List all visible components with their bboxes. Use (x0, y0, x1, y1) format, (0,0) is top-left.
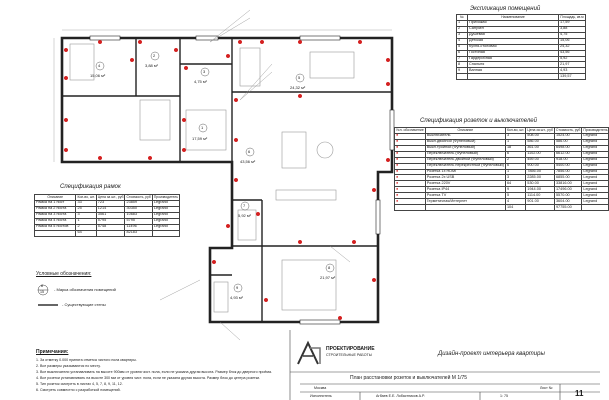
rooms-table-cell: 3,88 (559, 26, 586, 32)
outlets-table-cell: 17496.00 (554, 187, 581, 193)
room-num-2: 2 (153, 53, 156, 58)
outlet-symbol-icon: ● (395, 133, 426, 139)
note-4: 4. Все розетки устанавливать на высоте 300 мм от уровня чист. пола, если не указана другая высота. Размер блок до центра розетки. (36, 376, 261, 380)
outlets-table-cell: 2 (505, 157, 525, 163)
outlets-table-cell: 1 (505, 139, 525, 145)
rooms-table (456, 14, 586, 80)
title-block-frame (290, 330, 600, 400)
rooms-table-cell: 24,32 (559, 44, 586, 50)
outlets-table-cell: 530.00 (526, 181, 555, 187)
furniture (70, 44, 354, 312)
outlets-table-cell: 18 (505, 145, 525, 151)
outlets-table-cell: 1102.00 (526, 151, 555, 157)
outlets-table-cell: 5400.00 (554, 163, 581, 169)
frames-table-cell: Legrand (152, 200, 179, 206)
outlet-symbol-icon: ● (395, 169, 426, 175)
rooms-table-title: Экспликация помещений (470, 6, 541, 12)
legend-wall-label: - Существующие стены (62, 302, 106, 307)
outlets-table (394, 127, 609, 211)
rooms-table-cell: Санузел (468, 26, 559, 32)
outlets-col-cost: Стоимость, руб (555, 127, 581, 132)
frames-table-cell: 2 (76, 224, 96, 230)
outlets-col-price: Цена за шт., руб (527, 127, 553, 132)
outlet-symbol-icon: ● (395, 199, 426, 205)
inner-walls (62, 38, 392, 322)
outlets-table-cell: Розетка TV (425, 193, 505, 199)
outlets-table-cell: 2285.00 (526, 175, 555, 181)
room-area-7: 5,92 м² (238, 213, 251, 218)
outlets-table-cell: Розетка IP44 (425, 187, 505, 193)
rooms-table-cell: 5 (457, 44, 468, 50)
frames-table-cell: Legrand (152, 218, 179, 224)
rooms-table-cell: 9 (457, 68, 468, 74)
frames-table-cell: Рамка на 3 поста (35, 212, 76, 218)
outlet-markers (64, 40, 390, 320)
frames-table-cell: Legrand (152, 212, 179, 218)
company-logo (296, 340, 322, 366)
room-num-6: 6 (248, 149, 251, 154)
outlets-table-cell: Legrand (582, 193, 609, 199)
frames-col-desc: Описание (35, 195, 76, 201)
frames-table-cell: Рамка на 2 поста (35, 206, 76, 212)
frames-table-cell: 3561 (96, 212, 125, 218)
executor-names: Агбаев Е.Е. Лобастников А.Р. (376, 394, 425, 398)
outlets-table-cell: Переключатель двойной (Фунеловый) (425, 157, 505, 163)
room-area-6: 43,56 м² (240, 159, 256, 164)
outlets-table-cell: 6 (505, 151, 525, 157)
outer-wall (62, 38, 392, 322)
outlets-table-cell: 361.00 (526, 145, 555, 151)
outlets-table-cell: Выкл.двойной (Фунеловый) (425, 139, 505, 145)
sheet-label: Лист № (540, 386, 553, 390)
frames-table-cell: 11496 (125, 224, 152, 230)
outlets-table-cell: 586.00 (526, 139, 555, 145)
rooms-table-cell: Душевая (468, 32, 559, 38)
legend-room-mark-label: - Марка обозначения помещений (54, 287, 116, 292)
frames-table-cell: Рамка на 5 постов (35, 224, 76, 230)
rooms-table-cell: 3 (457, 32, 468, 38)
frames-table (34, 194, 180, 237)
outlets-table-cell: 5 (505, 193, 525, 199)
frames-total-sum: 82183 (125, 230, 152, 236)
outlets-table-title: Спецификация розеток и выключателей (420, 118, 537, 124)
sheet-number: 11 (575, 389, 584, 398)
frames-col-price: Цена за шт., руб (97, 194, 124, 199)
frames-table-cell: 33 (76, 200, 96, 206)
room-area-5: 24,32 м² (290, 85, 306, 90)
outlets-total-row (395, 205, 609, 211)
rooms-table-cell: Прихожая (468, 20, 559, 26)
rooms-table-cell: 6 (457, 50, 468, 56)
outlet-symbol-icon: ● (395, 151, 426, 157)
outlets-table-cell: Переключатель перекрестный (Фунеловый) (426, 163, 504, 168)
outlets-table-cell: 3 (505, 133, 525, 139)
outlets-table-cell: 1114.00 (526, 193, 555, 199)
outlet-symbol-icon: ● (395, 163, 426, 169)
frames-table-cell: Legrand (152, 206, 179, 212)
outlets-table-cell: 5570.00 (554, 193, 581, 199)
outlet-symbol-icon: ● (395, 145, 426, 151)
note-3: 3. Все выключатели устанавливать на высоте 900мм от уровня чист. пола, если не указана другая высота. Размер блок до дверного проёма. (36, 370, 272, 374)
outlets-table-cell: 3 (505, 175, 525, 181)
legend-title: Условные обозначения: (36, 271, 92, 277)
outlets-table-cell: 586.00 (554, 139, 581, 145)
outlets-table-cell: 1 (505, 169, 525, 175)
room-area-3: 4,75 м² (194, 79, 207, 84)
outlets-table-cell: Legrand (582, 133, 609, 139)
outlets-table-cell: Legrand (582, 157, 609, 163)
rooms-table-cell: 15,06 (559, 38, 586, 44)
outlets-table-cell: Розетка 2х USB (425, 175, 505, 181)
outlets-table-cell: 7856.00 (526, 169, 555, 175)
outlets-table-cell: 1524.00 (554, 133, 581, 139)
outlets-table-cell: 900.00 (526, 163, 555, 169)
outlets-table-cell: 508.00 (526, 133, 555, 139)
rooms-table-cell: 4 (457, 38, 468, 44)
outlet-symbol-icon: ● (395, 157, 426, 163)
frames-col-maker: Производитель (153, 194, 178, 199)
frames-total-qty: 64 (76, 230, 96, 236)
outlets-table-cell: 6855.00 (554, 175, 581, 181)
frames-col-cost: Стоимость, руб (126, 194, 151, 199)
frames-table-cell: 10683 (125, 212, 152, 218)
outlets-table-cell: 901.00 (526, 199, 555, 205)
frames-table-cell: Legrand (152, 224, 179, 230)
rooms-table-cell: Кухня-столовая (468, 44, 559, 50)
frames-table-cell: 5795 (96, 218, 125, 224)
room-area-9: 4,93 м² (230, 295, 243, 300)
outlets-table-cell: Герметичная/Интернет (425, 199, 505, 205)
rooms-table-cell: 2 (457, 26, 468, 32)
rooms-table-cell: 43,56 (559, 50, 586, 56)
outlets-table-cell: Переключатель (Фунеловый) (425, 151, 505, 157)
outlets-table-cell: Legrand (582, 151, 609, 157)
outlets-table-cell: Legrand (582, 163, 609, 169)
rooms-table-cell: Гардеробная (468, 56, 559, 62)
rooms-col-num: № (457, 15, 468, 21)
outlets-table-cell: 1944.00 (526, 187, 555, 193)
rooms-table-cell: Гостиная (468, 50, 559, 56)
sheet-name: План расстановки розеток и выключателей М 1/75 (350, 375, 468, 381)
legend-room-mark-bottom: 15 (40, 290, 44, 294)
outlet-symbol-icon: ● (395, 175, 426, 181)
frames-table-cell: 5748 (96, 224, 125, 230)
outlets-table-cell: 4 (505, 199, 525, 205)
frames-total-row (35, 230, 180, 236)
notes-title: Примечания: (36, 349, 69, 355)
outlets-col-desc: Описание (425, 128, 505, 134)
company-name: ПРОЕКТИРОВАНИЕ (326, 346, 375, 352)
walls (62, 38, 392, 322)
rooms-table-cell: 4,75 (559, 32, 586, 38)
outlet-symbol-icon: ● (395, 181, 426, 187)
room-num-1: 1 (201, 125, 204, 130)
rooms-col-area: Площадь, кв.м (560, 14, 584, 19)
rooms-table-cell: 4,93 (559, 68, 586, 74)
outlets-table-cell: 918.00 (554, 157, 581, 163)
frames-table-cell: Рамка на 1 пост (35, 200, 76, 206)
note-5: 5. Тип розеток смотреть в листах 4, 5, 7, 8, 9, 11, 12. (36, 382, 123, 386)
frames-table-cell: 723 (96, 200, 125, 206)
rooms-table-cell: Ванная (468, 68, 559, 74)
outlets-table-cell: Розетка 1х HDMI (425, 169, 505, 175)
outlets-table-cell: Legrand (582, 175, 609, 181)
outlets-table-cell: 33816.00 (554, 181, 581, 187)
room-num-5: 5 (298, 75, 301, 80)
outlet-symbol-icon: ● (395, 193, 426, 199)
note-2: 2. Все размеры указываются по месту. (36, 364, 101, 368)
frames-table-cell: Рамка на 4 поста (35, 218, 76, 224)
room-num-7: 7 (243, 203, 246, 208)
frames-table-cell: 1214 (96, 206, 125, 212)
rooms-table-cell: Детская (468, 38, 559, 44)
frames-table-cell: 23859 (125, 200, 152, 206)
outlets-table-cell: Legrand (582, 145, 609, 151)
rooms-col-name: Наименование (468, 15, 559, 21)
frames-table-cell: 30350 (125, 206, 152, 212)
outlets-table-cell: Выключатель (425, 133, 505, 139)
rooms-table-cell: 7 (457, 56, 468, 62)
rooms-total-row (457, 74, 586, 80)
rooms-table-cell: 8 (457, 62, 468, 68)
outlets-col-symbol: Усл. обозначение (396, 127, 424, 132)
outlets-table-cell: Legrand (582, 187, 609, 193)
outlets-table-cell: Legrand (582, 199, 609, 205)
outlets-col-maker: Производитель (583, 127, 608, 132)
outlets-table-cell: 64 (505, 181, 525, 187)
frames-table-cell: 1 (76, 218, 96, 224)
rooms-table-cell: 1 (457, 20, 468, 26)
executor-label: Исполнитель (310, 394, 332, 398)
outlets-table-cell: 459.00 (526, 157, 555, 163)
outlets-table-cell: 3604.00 (554, 199, 581, 205)
room-num-4: 4 (98, 63, 101, 68)
scale: 1: 75 (500, 394, 508, 398)
outlets-total-qty: 104 (505, 205, 525, 211)
logo-icon (296, 340, 322, 366)
note-1: 1. За отметку 0.000 принята отметка чистого пола квартиры. (36, 358, 137, 362)
outlets-table-cell: 7856.00 (554, 169, 581, 175)
company-sub: СТРОИТЕЛЬНЫЕ РАБОТЫ (326, 353, 372, 357)
outlets-table-cell: Legrand (582, 181, 609, 187)
rooms-total: 139,57 (559, 74, 586, 80)
project-title: Дизайн-проект интерьера квартиры (438, 351, 545, 357)
rooms-table-cell: Спальня (468, 62, 559, 68)
room-num-9: 9 (236, 285, 239, 290)
note-6: 6. Смотреть совместно с разработкой помещений. (36, 388, 121, 392)
frames-table-cell: 5795 (125, 218, 152, 224)
room-area-1: 17,59 м² (192, 136, 208, 141)
legend-room-mark-top: 8 (41, 284, 43, 288)
outlets-table-cell: Розетка 220V (425, 181, 505, 187)
frames-col-qty: Кол-во, шт. (77, 194, 95, 199)
outlets-table-cell: 6498.00 (554, 145, 581, 151)
outlets-total-sum: 97755.00 (554, 205, 581, 211)
rooms-table-cell: 17,59 (559, 20, 586, 26)
room-area-2: 3,88 м² (145, 63, 158, 68)
outlet-symbol-icon: ● (395, 187, 426, 193)
room-area-8: 21,97 м² (320, 275, 336, 280)
frames-table-cell: 3 (76, 212, 96, 218)
frames-table-title: Спецификация рамок (60, 184, 121, 190)
outlets-table-cell: 9 (505, 187, 525, 193)
frames-table-cell: 25 (76, 206, 96, 212)
city: Москва (314, 386, 327, 390)
room-num-3: 3 (203, 69, 206, 74)
outlets-table-cell: Выкл.тройной (Фунеловый) (425, 145, 505, 151)
outlets-table-cell: Legrand (582, 139, 609, 145)
outlets-table-cell: 6 (505, 163, 525, 169)
outlets-col-qty: Кол-во, шт. (506, 127, 525, 132)
leader-lines (160, 10, 350, 340)
rooms-table-cell: 5,92 (559, 56, 586, 62)
room-area-4: 15,06 м² (90, 73, 106, 78)
rooms-table-cell: 21,97 (559, 62, 586, 68)
outlets-table-cell: 6612.00 (554, 151, 581, 157)
outlet-symbol-icon: ● (395, 139, 426, 145)
room-num-8: 8 (328, 265, 331, 270)
outlets-table-cell: Legrand (582, 169, 609, 175)
